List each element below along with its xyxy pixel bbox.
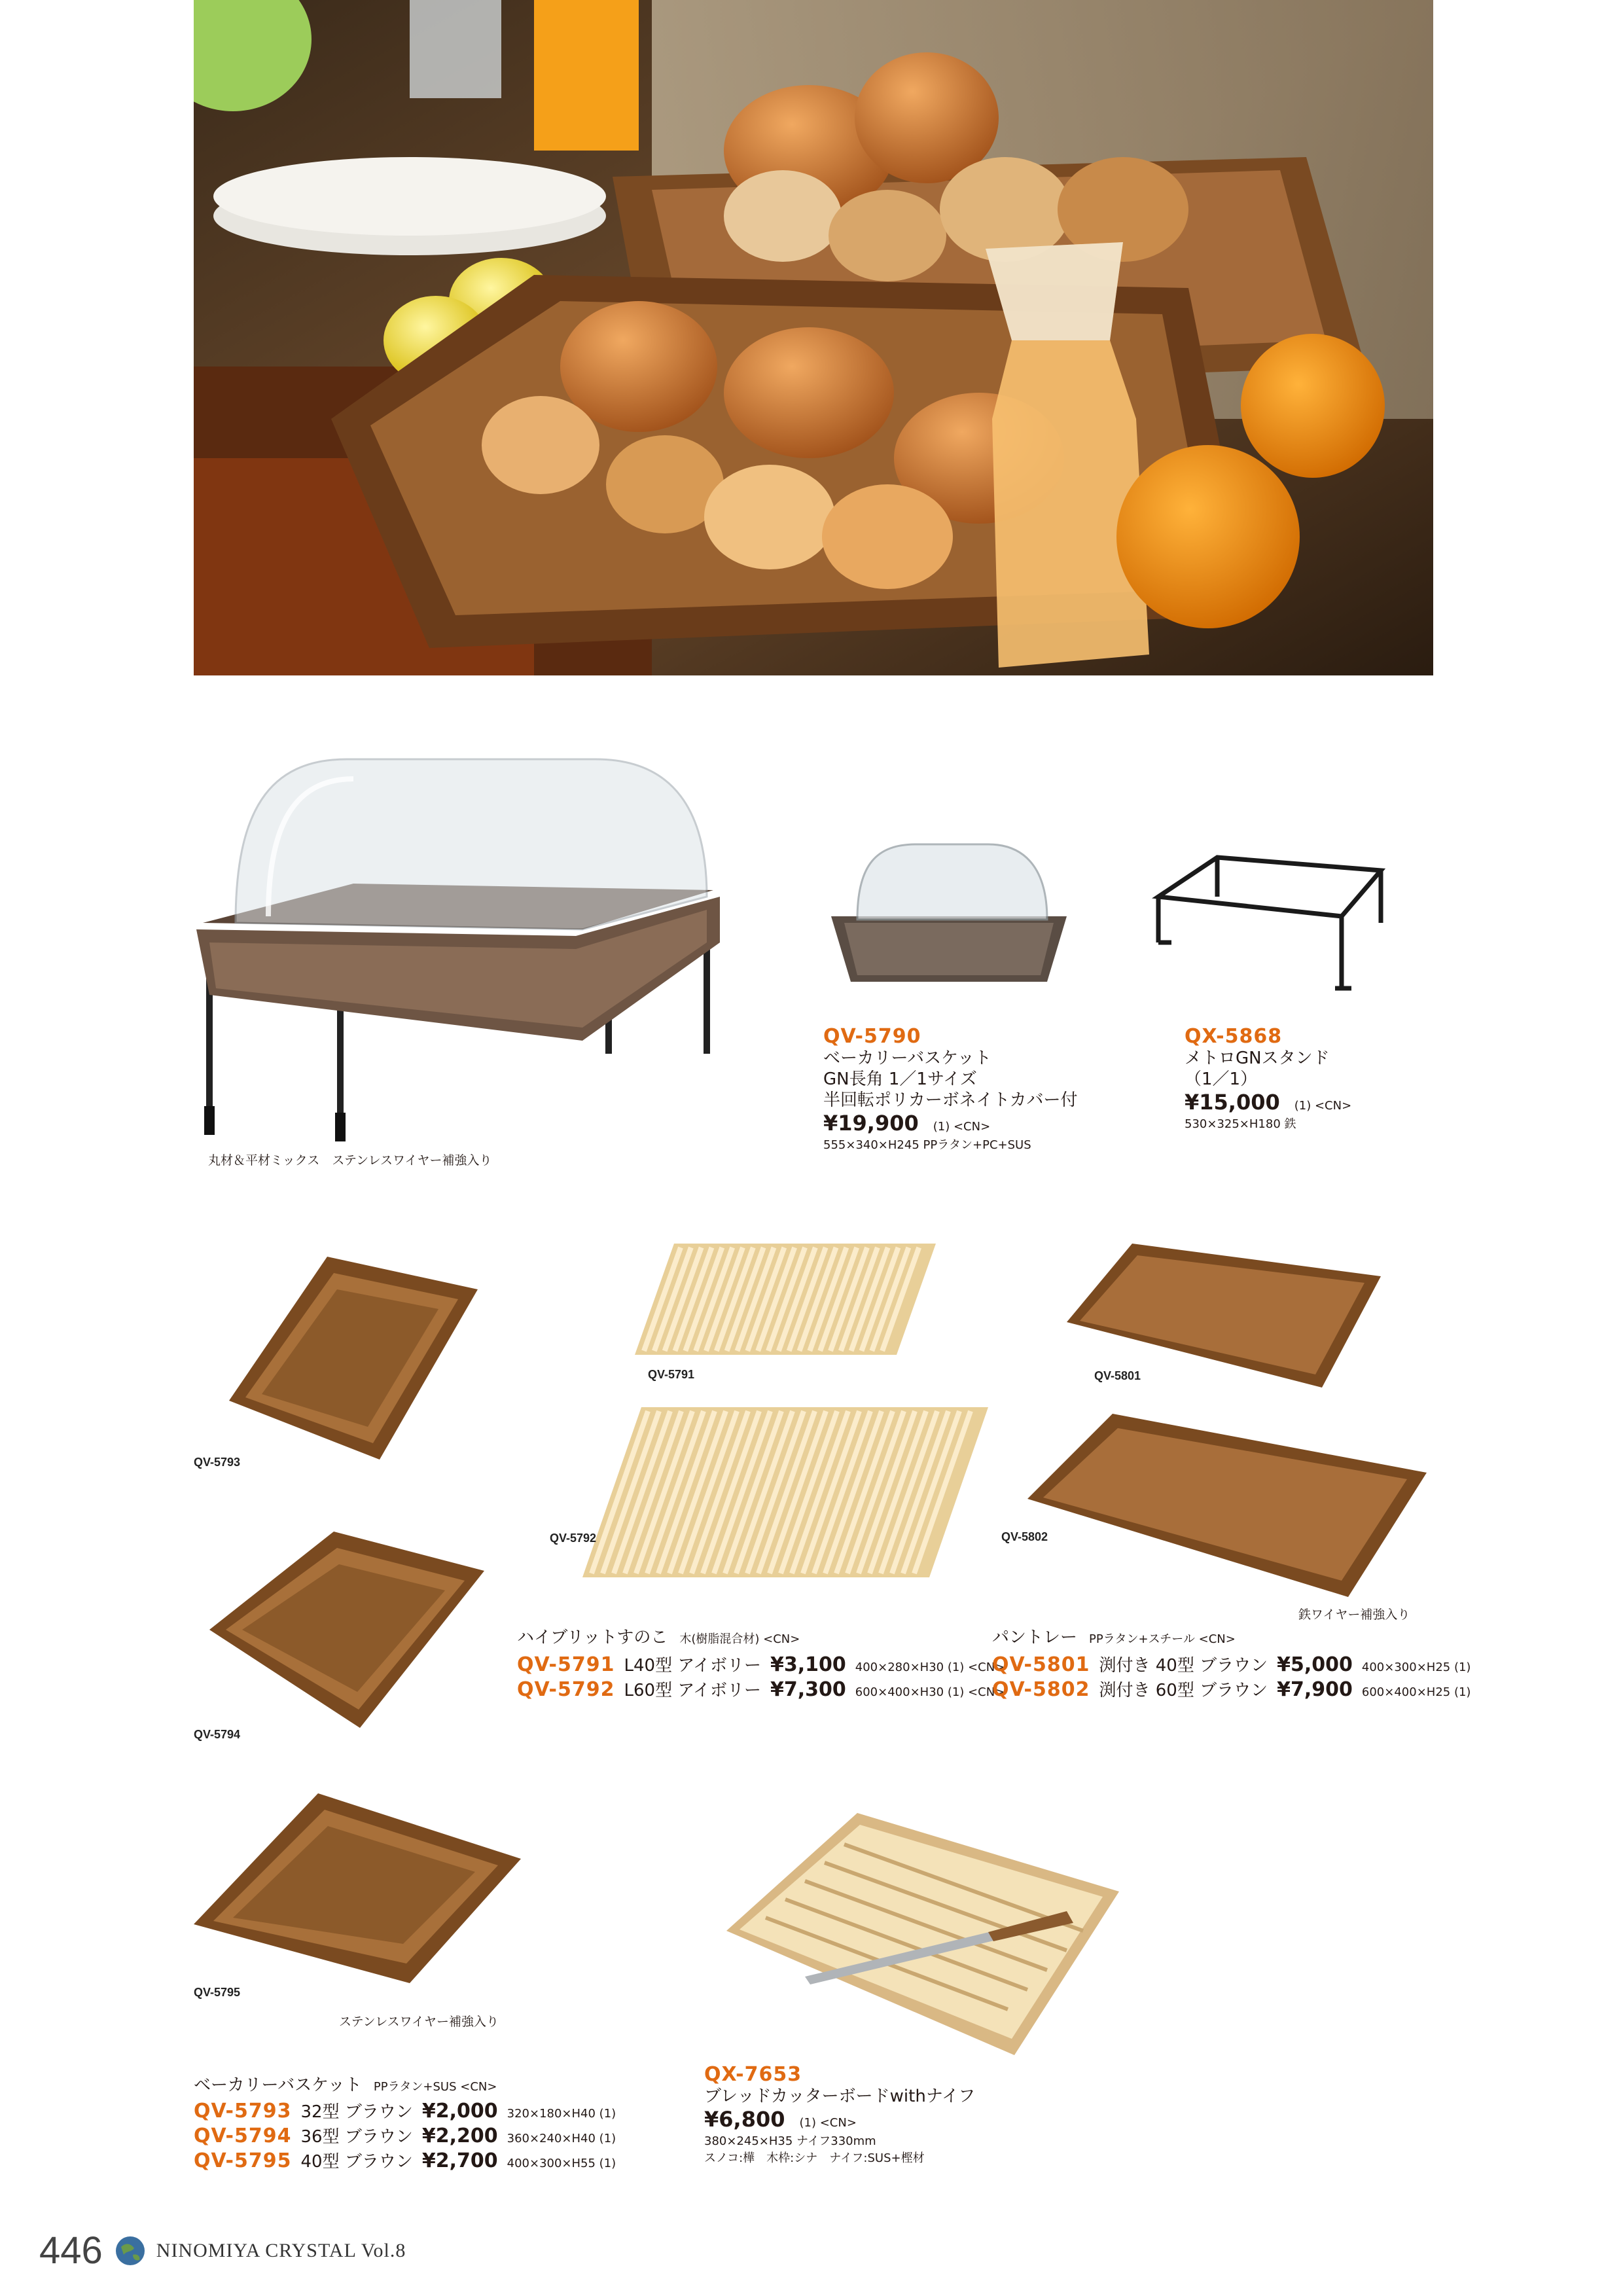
product-name-line: メトロGNスタンド (1185, 1049, 1330, 1068)
price-row (517, 1653, 1014, 1676)
product-image-qv5795 (194, 1793, 521, 1983)
product-price: ¥19,900 (823, 1111, 919, 1136)
product-name-line: ベーカリーバスケット (823, 1049, 991, 1068)
main-product-note: 丸材＆平材ミックス ステンレスワイヤー補強入り (208, 1153, 492, 1168)
section-title: ベーカリーバスケット (194, 2075, 362, 2095)
row-desc: 40型 ブラウン (300, 2152, 413, 2172)
price-row (992, 1653, 1480, 1676)
row-price: ¥2,000 (421, 2100, 498, 2123)
row-spec: 600×400×H30 (1) <CN> (855, 1685, 1005, 1699)
row-price: ¥7,300 (770, 1678, 846, 1701)
label-qv5791: QV-5791 (648, 1368, 695, 1381)
row-spec: 400×300×H55 (1) (507, 2157, 616, 2170)
product-image-qx7653 (726, 1813, 1119, 2055)
label-qv5801: QV-5801 (1094, 1369, 1141, 1382)
row-code: QV-5793 (194, 2100, 292, 2123)
section-material: 木(樹脂混合材) <CN> (679, 1632, 800, 1646)
product-image-qv5801 (1067, 1244, 1381, 1388)
hero-photo (194, 0, 1433, 675)
product-code: QV-5790 (823, 1025, 921, 1048)
globe-icon (115, 2235, 146, 2267)
sunoko-info (517, 1627, 988, 1648)
product-name-line: 半回転ポリカーボネイトカバー付 (823, 1090, 1078, 1110)
row-spec: 400×280×H30 (1) <CN> (855, 1660, 1005, 1674)
product-name-line: GN長角 1／1サイズ (823, 1069, 977, 1089)
row-desc: 36型 ブラウン (300, 2127, 413, 2147)
product-image-qv5802 (1027, 1414, 1427, 1597)
basket-note: ステンレスワイヤー補強入り (339, 2015, 499, 2029)
product-image-qv5793 (216, 1250, 478, 1466)
row-code: QV-5801 (992, 1653, 1090, 1676)
label-qv5802: QV-5802 (1001, 1530, 1048, 1543)
product-qty: (1) <CN> (1294, 1099, 1352, 1113)
row-code: QV-5791 (517, 1653, 615, 1676)
row-spec: 400×300×H25 (1) (1361, 1660, 1471, 1674)
brand-name: NINOMIYA CRYSTAL Vol.8 (156, 2239, 406, 2261)
product-qty: (1) <CN> (933, 1120, 991, 1134)
row-spec: 360×240×H40 (1) (507, 2132, 616, 2145)
product-spec: 380×245×H35 ナイフ330mm (704, 2134, 876, 2148)
product-code: QX-5868 (1185, 1025, 1283, 1048)
row-desc: L60型 アイボリー (624, 1681, 761, 1700)
product-code: QX-7653 (704, 2063, 802, 2086)
section-title: パントレー (992, 1628, 1078, 1647)
bakery-basket-info (194, 2075, 652, 2096)
row-code: QV-5794 (194, 2125, 292, 2147)
price-row (194, 2100, 625, 2123)
row-code: QV-5802 (992, 1678, 1090, 1701)
product-image-qv5790-set (190, 746, 726, 1152)
price-row (194, 2125, 625, 2147)
product-spec: 530×325×H180 鉄 (1185, 1117, 1296, 1131)
product-info-qx5868 (1185, 1025, 1446, 1132)
row-price: ¥7,900 (1277, 1678, 1353, 1701)
label-qv5792: QV-5792 (550, 1532, 597, 1545)
row-desc: 渕付き 40型 ブラウン (1099, 1656, 1268, 1676)
row-desc: 32型 ブラウン (300, 2102, 413, 2122)
product-spec: スノコ:樺 木枠:シナ ナイフ:SUS+樫材 (704, 2151, 925, 2165)
row-price: ¥5,000 (1277, 1653, 1353, 1676)
product-image-qv5794 (203, 1532, 484, 1734)
product-image-qv5792 (582, 1407, 988, 1584)
section-title: ハイブリットすのこ (517, 1628, 668, 1647)
page-footer (39, 2229, 406, 2272)
product-qty: (1) <CN> (799, 2116, 857, 2130)
section-material: PPラタン+スチール <CN> (1089, 1632, 1236, 1646)
product-image-qv5790 (825, 838, 1073, 988)
price-row (194, 2149, 625, 2172)
pan-tray-info (992, 1627, 1450, 1648)
product-price: ¥15,000 (1185, 1090, 1280, 1115)
row-code: QV-5792 (517, 1678, 615, 1701)
page-number: 446 (39, 2229, 103, 2272)
product-info-qv5790 (823, 1025, 1150, 1153)
row-price: ¥2,200 (421, 2125, 498, 2147)
product-image-qx5868 (1139, 844, 1387, 995)
product-info-qx7653 (704, 2063, 1097, 2166)
wire-note: 鉄ワイヤー補強入り (1298, 1607, 1410, 1622)
product-name: ブレッドカッターボードwithナイフ (704, 2087, 976, 2106)
product-image-qv5791 (635, 1244, 936, 1361)
label-qv5795: QV-5795 (194, 1986, 241, 1999)
section-material: PPラタン+SUS <CN> (373, 2080, 497, 2094)
price-row (992, 1678, 1480, 1701)
label-qv5794: QV-5794 (194, 1728, 241, 1741)
row-price: ¥2,700 (421, 2149, 498, 2172)
row-desc: 渕付き 60型 ブラウン (1099, 1681, 1268, 1700)
price-row (517, 1678, 1014, 1701)
row-spec: 320×180×H40 (1) (507, 2107, 616, 2121)
product-price: ¥6,800 (704, 2107, 785, 2132)
row-desc: L40型 アイボリー (624, 1656, 761, 1676)
product-spec: 555×340×H245 PPラタン+PC+SUS (823, 1138, 1031, 1152)
row-spec: 600×400×H25 (1) (1361, 1685, 1471, 1699)
product-name-line: （1／1） (1185, 1069, 1258, 1089)
row-price: ¥3,100 (770, 1653, 846, 1676)
row-code: QV-5795 (194, 2149, 292, 2172)
label-qv5793: QV-5793 (194, 1456, 241, 1469)
